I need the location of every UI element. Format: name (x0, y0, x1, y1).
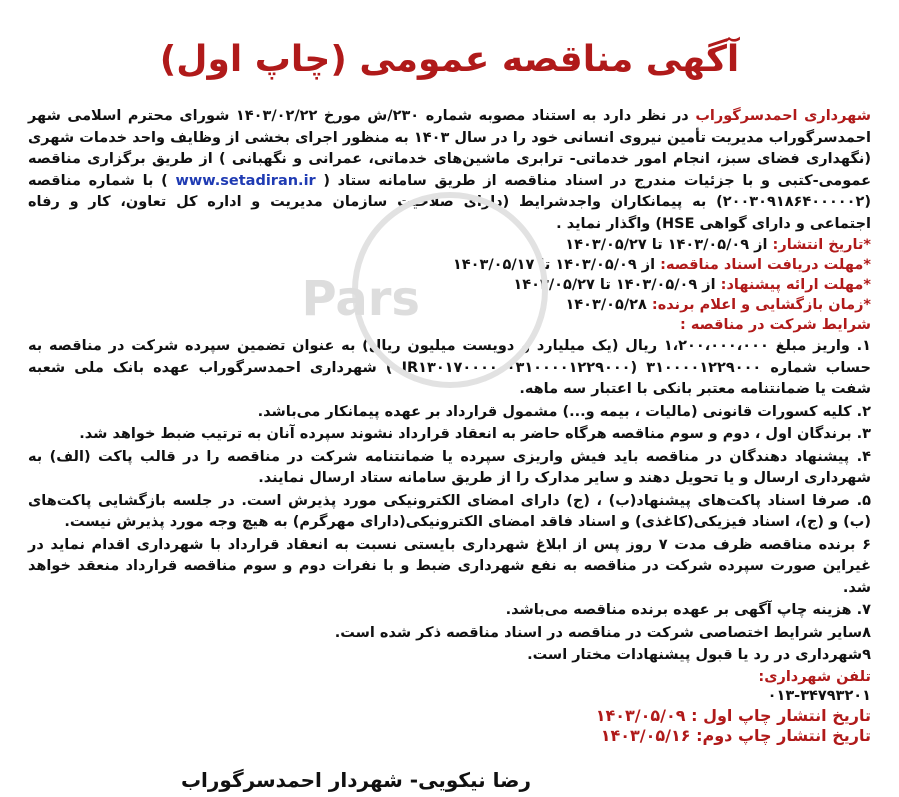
dates-list (28, 235, 871, 315)
publish-second: تاریخ انتشار چاپ دوم: ۱۴۰۳/۰۵/۱۶ (600, 725, 871, 745)
page-title: آگهی مناقصه عمومی (چاپ اول) (159, 39, 740, 80)
condition-item: ۵. صرفا اسناد پاکت‌های پیشنهاد(ب) ، (ج) دارای امضای الکترونیکی مورد پذیرش است. در جلسه بازگشایی پاکت‌های (ب) و (ج)، اسناد فیزیکی(کاغذی) و اسناد فاقد امضای الکترونیکی(دارای مهرگرم) به هیچ وجه مورد پذیرش نیست. (28, 492, 871, 530)
date-documents (28, 255, 871, 275)
date-label: *مهلت ارائه پیشنهاد: (720, 277, 871, 293)
conditions-title: شرایط شرکت در مناقصه : (680, 317, 871, 333)
date-label: *تاریخ انتشار: (772, 237, 871, 253)
date-opening (28, 295, 871, 315)
condition-item: ۴. پیشنهاد دهندگان در مناقصه باید فیش واریزی سپرده یا ضمانتنامه شرکت در مناقصه را در قالب پاکت (الف) به شهرداری ارسال و یا تحویل دهند و سایر مدارک را از طریق سامانه ستاد ارسال نمایند. (28, 448, 871, 486)
date-label: *مهلت دریافت اسناد مناقصه: (660, 257, 871, 273)
intro-paragraph (28, 106, 871, 235)
date-label: *زمان بازگشایی و اعلام برنده: (651, 297, 871, 313)
condition-item: ۷. هزینه چاپ آگهی بر عهده برنده مناقصه می‌باشد. (505, 602, 871, 618)
condition-item: ۳. برندگان اول ، دوم و سوم مناقصه هرگاه حاضر به انعقاد قرارداد نشوند سپرده آنان به ترتیب ضبط خواهد شد. (79, 426, 871, 442)
publish-dates (28, 706, 871, 746)
phone-block (28, 668, 871, 706)
date-proposal (28, 275, 871, 295)
condition-item: ۸سایر شرایط اختصاصی شرکت در مناقصه در اسناد مناقصه ذکر شده است. (334, 624, 871, 641)
watermark-text: Pars (301, 271, 420, 327)
phone-label: تلفن شهرداری: (758, 668, 871, 685)
condition-item: ۱. واریز مبلغ ۱،۲۰۰،۰۰۰،۰۰۰ ریال (یک میلیارد و دویست میلیون ریال) به عنوان تضمین سپرده شرکت در مناقصه به حساب شماره ۳۱۰۰۰۰۱۲۲۹۰۰۰ (IR۱۳۰۱۷۰۰۰۰۰۰۳۱۰۰۰۰۱۲۲۹۰۰۰ ) شهرداری احمدسرگوراب عهده بانک ملی شعبه شفت یا ضمانتنامه معتبر بانکی با اعتبار سه ماهه. (28, 338, 871, 397)
date-publish (28, 235, 871, 255)
intro-text-before: در نظر دارد به استناد مصوبه شماره ۲۳۰/ش مورخ ۱۴۰۳/۰۲/۲۲ شورای محترم اسلامی شهر احمدسرگوراب مدیریت تأمین نیروی انسانی خود را در سال ۱۴۰۳ به منظور اجرای بخشی از وظایف واحد خدمات شهری (نگهداری فضای سبز، انجام امور خدماتی- ترابری ماشین‌های خدماتی، عمرانی و نگهبانی ) از طریق برگزاری مناقصه عمومی-کتبی و با جزئیات مندرج در اسناد مناقصه از طریق سامانه ستاد ( (28, 108, 871, 189)
date-value: از ۱۴۰۳/۰۵/۰۹ تا ۱۴۰۳/۰۵/۱۷ (452, 257, 656, 273)
signature: رضا نیکویی- شهردار احمدسرگوراب (180, 767, 531, 792)
condition-item: ۲. کلیه کسورات قانونی (مالیات ، بیمه و...) مشمول قرارداد بر عهده پیمانکار می‌باشد. (257, 403, 871, 420)
date-value: ۱۴۰۳/۰۵/۲۸ (565, 297, 647, 313)
intro-text-after: ) با شماره مناقصه (۲۰۰۳۰۹۱۸۶۴۰۰۰۰۰۲) به پیمانکاران واجدشرایط (دارای صلاحیت سازمان مدیریت و اداره کل تعاون، کار و رفاه اجتماعی و دارای گواهی HSE) واگذار نماید . (28, 172, 871, 232)
condition-item: ۶ برنده مناقصه ظرف مدت ۷ روز پس از ابلاغ شهرداری بایستی نسبت به انعقاد قرارداد با شهرداری اقدام نماید در غیراین صورت سپرده شرکت در مناقصه به نفع شهرداری ضبط و با نفرات دوم و سوم مناقصه قرارداد منعقد خواهد شد. (28, 536, 872, 596)
date-value: از ۱۴۰۳/۰۵/۰۹ تا ۱۴۰۳/۰۵/۲۷ (565, 237, 768, 253)
website-link[interactable]: www.setadiran.ir (175, 172, 316, 189)
conditions-list (28, 336, 871, 667)
publish-first: تاریخ انتشار چاپ اول : ۱۴۰۳/۰۵/۰۹ (595, 705, 871, 725)
organization-name: شهرداری احمدسرگوراب (695, 108, 871, 124)
phone-number: ۰۱۳-۳۴۷۹۳۲۰۱ (767, 687, 871, 704)
date-value: از ۱۴۰۳/۰۵/۰۹ تا ۱۴۰۳/۰۵/۲۷ (513, 277, 716, 293)
condition-item: ۹شهرداری در رد یا قبول پیشنهادات مختار است. (527, 647, 871, 663)
